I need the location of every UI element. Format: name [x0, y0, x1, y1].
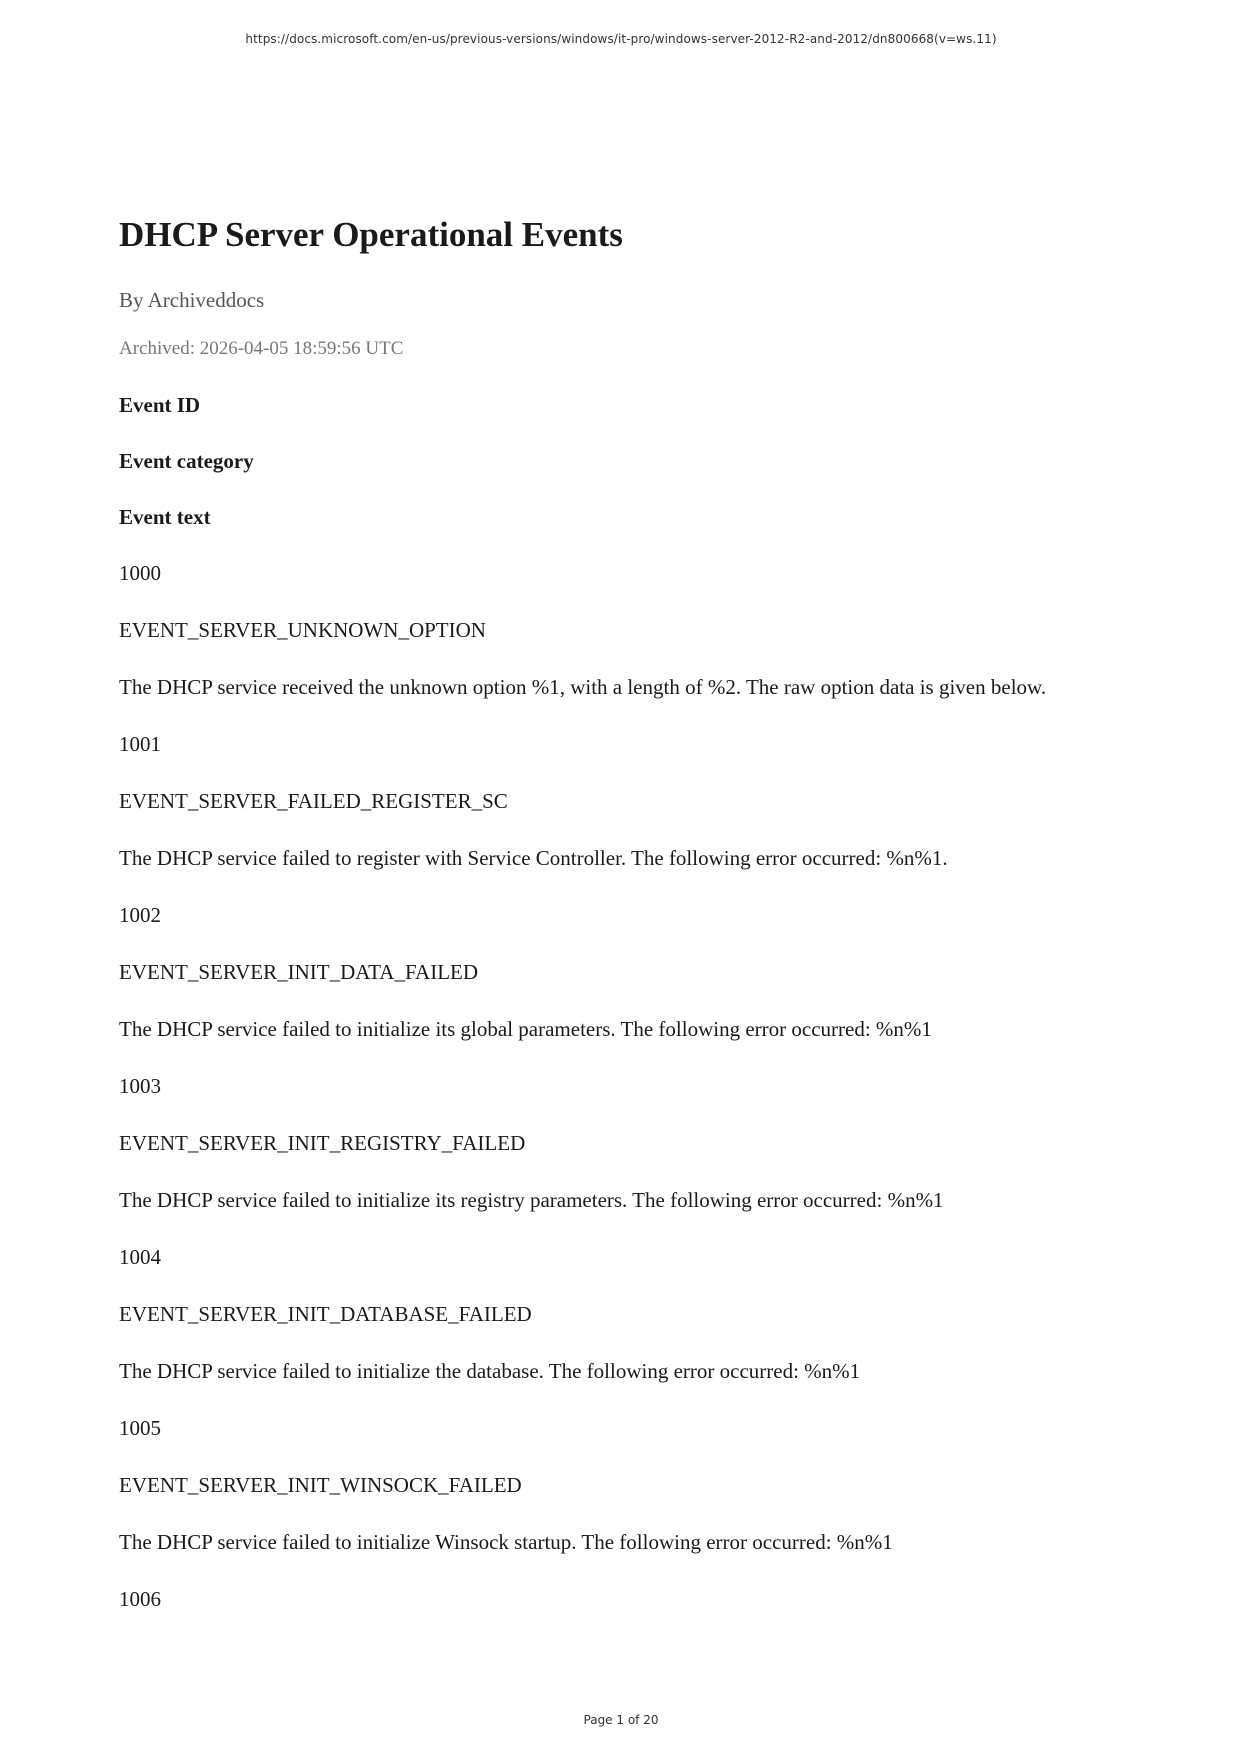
event-category: EVENT_SERVER_INIT_DATA_FAILED	[119, 960, 479, 984]
event-text: The DHCP service failed to initialize its global parameters. The following error occurred: %n%1	[119, 1017, 932, 1041]
event-category: EVENT_SERVER_UNKNOWN_OPTION	[119, 618, 486, 642]
column-header-event-text: Event text	[119, 505, 211, 529]
event-id: 1006	[119, 1587, 161, 1611]
event-id: 1001	[119, 732, 161, 756]
column-headers	[119, 392, 254, 560]
event-category: EVENT_SERVER_INIT_REGISTRY_FAILED	[119, 1131, 526, 1155]
event-list	[119, 560, 1159, 1643]
author-byline: By Archiveddocs	[119, 288, 265, 312]
event-id: 1000	[119, 561, 161, 585]
column-header-event-id: Event ID	[119, 393, 201, 417]
event-id: 1002	[119, 903, 161, 927]
event-text: The DHCP service failed to initialize the database. The following error occurred: %n%1	[119, 1359, 861, 1383]
page-title: DHCP Server Operational Events	[119, 215, 623, 254]
column-header-event-category: Event category	[119, 449, 254, 473]
event-id: 1005	[119, 1416, 161, 1440]
page-url: https://docs.microsoft.com/en-us/previous-versions/windows/it-pro/windows-server-2012-R2-and-2012/dn800668(v=ws.11)	[245, 32, 997, 46]
archived-timestamp: Archived: 2026-04-05 18:59:56 UTC	[119, 338, 404, 359]
event-category: EVENT_SERVER_INIT_WINSOCK_FAILED	[119, 1473, 522, 1497]
event-text: The DHCP service received the unknown option %1, with a length of %2. The raw option data is given below.	[119, 675, 1047, 699]
event-category: EVENT_SERVER_INIT_DATABASE_FAILED	[119, 1302, 532, 1326]
page-number: Page 1 of 20	[583, 1713, 659, 1727]
event-category: EVENT_SERVER_FAILED_REGISTER_SC	[119, 789, 508, 813]
event-id: 1004	[119, 1245, 161, 1269]
event-text: The DHCP service failed to initialize Winsock startup. The following error occurred: %n%1	[119, 1530, 893, 1554]
event-text: The DHCP service failed to initialize its registry parameters. The following error occurred: %n%1	[119, 1188, 944, 1212]
event-id: 1003	[119, 1074, 161, 1098]
event-text: The DHCP service failed to register with Service Controller. The following error occurred: %n%1.	[119, 846, 948, 870]
